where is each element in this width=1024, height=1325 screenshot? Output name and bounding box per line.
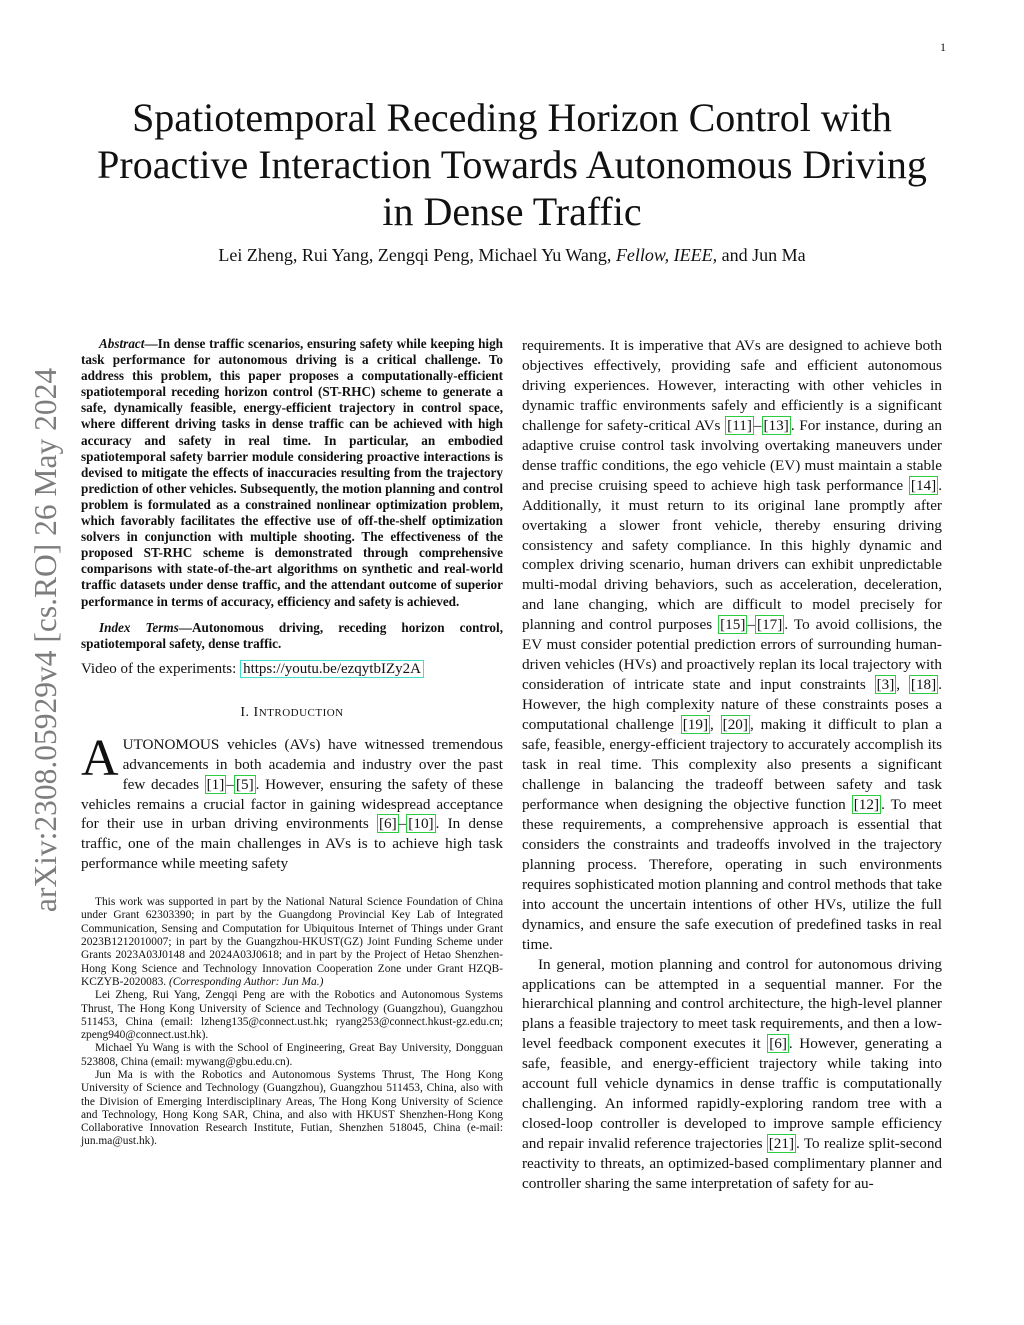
intro-text: . In dense traffic, one of the main challenges in AVs is to achieve high task performance while meeting safety — [81, 815, 503, 873]
abstract-text: —In dense traffic scenarios, ensuring safety while keeping high task performance for autonomous driving is a critical challenge. To address this problem, this paper proposes a computationally-efficient spatiotemporal receding horizon control (ST-RHC) scheme to generate a safe, dynamically feasible, energy-efficient trajectory in control space, where different driving tasks in dense traffic can be achieved with high accuracy and safety in real time. In particular, an embodied spatiotemporal safety barrier module considering proactive interactions is devised to mitigate the effects of inaccuracies resulting from the trajectory prediction of other vehicles. Subsequently, the motion planning and control problem is formulated as a constrained nonlinear optimization problem, which favorably facilitates the effective use of off-the-shelf optimization solvers in conjunction with multiple shooting. The effectiveness of the proposed ST-RHC scheme is demonstrated through comprehensive comparisons with state-of-the-art algorithms on synthetic and real-world traffic datasets under dense traffic, and the attendant outcome of superior performance in terms of accuracy, efficiency and safety is achieved. — [81, 336, 503, 609]
citation-link[interactable]: [17] — [757, 616, 783, 634]
right-column — [522, 336, 942, 1194]
dropcap: A — [81, 729, 119, 787]
section-heading — [81, 705, 503, 721]
dash: – — [753, 416, 762, 434]
video-link[interactable]: https://youtu.be/ezqytbIZy2A — [240, 660, 424, 678]
citation-link[interactable]: [18] — [910, 676, 937, 694]
footnote — [81, 1069, 503, 1149]
body-text: . However, generating a safe, feasible, and energy-efficient trajectory while taking into account full vehicle dynamics in dense traffic is computationally challenging. An informed rapidly-exploring random tree with a closed-loop controller is developed to improve sample efficiency and repair invalid reference trajectories — [522, 1035, 942, 1153]
body-text: . Additionally, it must return to its original lane promptly after overtaking a slower front vehicle, thereby ensuring driving consistency and safety compliance. In this highly dynamic and complex driving scenario, human drivers can exhibit unpredictable multi-modal driving behaviors, such as acceleration, deceleration, and lane changing, which are difficult to model precisely for planning and control purposes — [522, 476, 942, 634]
body-text: , making it difficult to plan a safe, feasible, energy-efficient trajectory to accurately accomplish its task in real time. This complexity also presents a significant challenge in balancing the tradeoff between safety and task performance when designing the objective function — [522, 716, 942, 813]
citation-link[interactable]: [12] — [853, 795, 880, 813]
footnote-spacer — [81, 874, 503, 884]
citation-link[interactable]: [19] — [682, 716, 709, 734]
citation-link[interactable]: [1] — [206, 775, 225, 793]
body-paragraph — [522, 336, 942, 955]
footnote-text: Michael Yu Wang is with the School of Engineering, Great Bay University, Dongguan 523808, China (email: mywang@gbu.edu.cn). — [81, 1042, 503, 1068]
citation-link[interactable]: [20] — [722, 716, 748, 734]
footnote-italic: (Corresponding Author: Jun Ma.) — [168, 975, 324, 988]
citation-link[interactable]: [11] — [727, 416, 752, 434]
body-text: . For instance, during an adaptive cruise control task involving overtaking maneuvers under dense traffic conditions, the ego vehicle (EV) must maintain a stable and precise cruising speed to achieve high task performance — [522, 416, 942, 494]
footnote — [81, 896, 503, 989]
body-text: . However, the high complexity nature of these constraints poses a computational challenge — [522, 676, 942, 734]
body-text: . To realize split-second reactivity to threats, an optimized-based complimentary planner and controller sharing the same interpretation of safety for au- — [522, 1135, 943, 1193]
abstract — [81, 336, 503, 610]
citation-link[interactable]: [21] — [768, 1135, 795, 1153]
index-terms-label: Index Terms — [99, 619, 179, 635]
body-paragraph — [522, 955, 942, 1194]
footnote — [81, 1042, 503, 1069]
arxiv-stamp-container — [28, 340, 68, 940]
body-text: . To meet these requirements, a comprehensive approach is essential that considers the constraints and tradeoffs involved in the trajectory planning process. Therefore, operating in such environments requires sophisticated motion planning and control methods that take into account the uncertain intentions of other HVs, utilize the full dynamics, and ensure the safe execution of predefined tasks in real time. — [522, 795, 942, 953]
dash: – — [398, 815, 407, 833]
intro-paragraph — [81, 729, 503, 874]
citation-link[interactable]: [5] — [235, 775, 254, 793]
author-last: and Jun Ma — [721, 245, 806, 265]
footnote — [81, 989, 503, 1042]
index-terms-text: —Autonomous driving, receding horizon control, spatiotemporal safety, dense traffic. — [81, 619, 503, 651]
left-column — [81, 336, 503, 1149]
video-line — [81, 661, 503, 678]
footnote-text: This work was supported in part by the National Natural Science Foundation of China under Grant 62303390; in part by the Guangdong Provincial Key Lab of Integrated Communication, Sensing and Computation for Ubiquitous Internet of Things under Grant 2023B1212010007; in part by the Guangzhou-HKUST(GZ) Joint Funding Scheme under Grants 2023A03J0148 and 2024A03J0618; and in part by the Project of Hetao Shenzhen-Hong Kong Science and Technology Innovation Cooperation Zone under Grant HZQB-KCZYB-2020083. — [81, 896, 503, 988]
citation-link[interactable]: [13] — [763, 416, 789, 434]
dash: – — [226, 775, 234, 793]
intro-text: UTONOMOUS vehicles (AVs) have witnessed tremendous advancements in both academia and industry over the past few decades — [122, 735, 503, 793]
separator: , — [896, 676, 909, 694]
citation-link[interactable]: [15] — [720, 616, 746, 634]
citation-link[interactable]: [10] — [408, 815, 434, 833]
citation-link[interactable]: [3] — [876, 676, 895, 694]
author-names: Lei Zheng, Rui Yang, Zengqi Peng, Michael Yu Wang, — [218, 245, 612, 265]
citation-link[interactable]: [14] — [910, 476, 937, 494]
author-list — [60, 245, 964, 266]
intro-text: . However, ensuring the safety of these vehicles remains a crucial factor in gaining widespread acceptance for their use in urban driving environments — [81, 775, 503, 833]
title-line: in Dense Traffic — [382, 189, 642, 234]
arxiv-stamp: arXiv:2308.05929v4 [cs.RO] 26 May 2024 — [28, 367, 63, 913]
footnote-text: Jun Ma is with the Robotics and Autonomous Systems Thrust, The Hong Kong University of Science and Technology (Guangzhou), Guangzhou 511453, China, also with the Division of Emerging Interdisciplinary Areas, The Hong Kong University of Science and Technology, Hong Kong SAR, China, and also with HKUST Shenzhen-Hong Kong Collaborative Innovation Research Institute, Futian, Shenzhen 518045, China (e-mail: jun.ma@ust.hk). — [81, 1068, 503, 1148]
abstract-label: Abstract — [99, 336, 145, 351]
video-prefix: Video of the experiments: — [81, 660, 241, 677]
body-text: . To avoid collisions, the EV must consider potential prediction errors of surrounding human-driven vehicles (HVs) and proactively replan its local trajectory with consideration of intricate state and input constraints — [522, 616, 942, 694]
citation-link[interactable]: [6] — [769, 1035, 787, 1053]
separator: , — [710, 716, 721, 734]
title-line: Spatiotemporal Receding Horizon Control with — [132, 95, 892, 140]
section-number: I. — [240, 704, 254, 720]
page-number: 1 — [940, 40, 946, 54]
section-rest: NTRODUCTION — [258, 706, 344, 719]
citation-link[interactable]: [6] — [378, 815, 397, 833]
footnote-text: Lei Zheng, Rui Yang, Zengqi Peng are with the Robotics and Autonomous Systems Thrust, The Hong Kong University of Science and Technology (Guangzhou), Guangzhou 511453, China (email: lzheng135@connect.ust.hk; ryang253@connect.hkust-gz.edu.cn; zpeng940@connect.ust.hk). — [81, 989, 503, 1042]
index-terms — [81, 620, 503, 652]
section-first-letter: I — [253, 704, 259, 720]
body-text: In general, motion planning and control for autonomous driving applications can be attempted in a sequential manner. For the hierarchical planning and control architecture, the high-level planner plans a feasible trajectory to meet task requirements, and then a low-level feedback component executes it — [522, 955, 942, 1053]
dash: – — [747, 616, 756, 634]
paper-title — [60, 94, 964, 235]
title-line: Proactive Interaction Towards Autonomous Driving — [97, 142, 927, 187]
author-fellow: Fellow, IEEE, — [615, 245, 718, 265]
body-text: requirements. It is imperative that AVs are designed to achieve both objectives effectively, providing safe and efficient autonomous driving experiences. However, interacting with other vehicles in dynamic traffic environments safely and efficiently is a significant challenge for safety-critical AVs — [522, 337, 942, 434]
